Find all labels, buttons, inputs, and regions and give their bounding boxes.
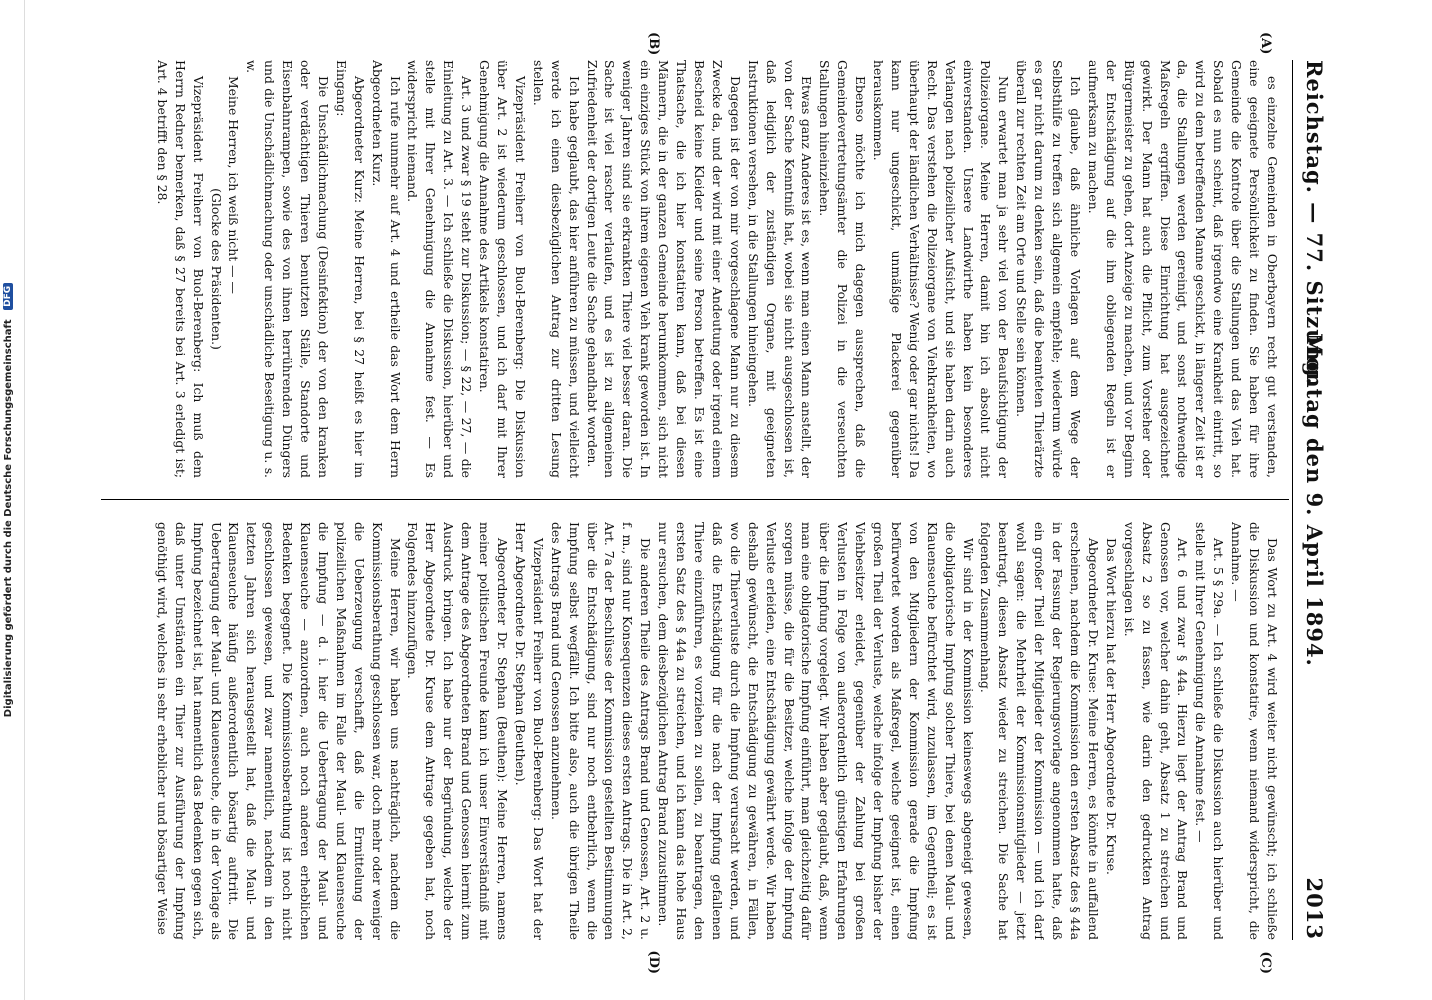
- left-column-paragraph: Abgeordneter Kurz: Meine Herren, bei § 27 heißt es hier im Eingang:: [333, 60, 367, 478]
- left-column-paragraph: Art. 3 und zwar § 19 steht zur Diskussion; — § 22, — 27, — die Einleitung zu Art. 3. — Ich schließe die Diskussion, hierüber und stelle mit Ihrer Genehmigung die Annahme fest. — Es widerspricht niemand.: [405, 60, 475, 478]
- left-column-paragraph: Ich habe geglaubt, das hier anführen zu müssen, und vielleicht werde ich einen diesbezüglichen Antrag zur dritten Lesung stellen.: [530, 60, 582, 478]
- right-column-paragraph: Die anderen Theile des Antrags Brand und Genossen, Art. 2 u. f. m., sind nur Konsequenzen dieses ersten Antrags. Die in Art. 2, Art. 7a der Beschlüsse der Kommission gestellten Bestimmungen über die Entschädigung, sind nur noch entbehrlich, wenn die Impfung selbst wegfällt. Ich bitte also, auch die übrigen Theile des Antrags Brand und Genossen anzunehmen.: [548, 522, 654, 940]
- header-date: Montag den 9. April 1894.: [1302, 333, 1327, 667]
- margin-letter-d: (D): [646, 950, 661, 974]
- left-column-paragraph: Dagegen ist der von mir vorgeschlagene Mann nur zu diesem Zwecke da, und der wird mit einer Andeutung oder irgend einem Bescheid keine Kleider und seine Person betreffen. Es ist eine Thatsache, die ich hier konstatiren kann, daß bei diesen Männern, die in der ganzen Gemeinde herumkommen, sich nicht ein einziges Stück von ihrem eigenen Vieh krank geworden ist. In weniger Jahren sind sie erkrankten Thiere viel besser daran. Die Sache ist viel rascher verlaufen, und es ist zu allgemeinen Zufriedenheit der dortigen Leute die Sache gehandhabt worden.: [584, 60, 743, 478]
- rotated-document-page: [71, 20, 1361, 980]
- right-column-paragraph: Art. 5 § 29a. — Ich schließe die Diskussion auch hierüber und stelle mit Ihrer Genehmigung die Annahme fest. —: [1193, 522, 1227, 940]
- left-text-column: [99, 60, 1281, 478]
- column-divider: [101, 499, 1289, 500]
- margin-letter-c: (C): [1258, 951, 1273, 974]
- digitization-credit: [3, 0, 21, 1000]
- header-rule: [1292, 60, 1293, 940]
- right-column-paragraph: Meine Herren, wir haben uns nachträglich, nachdem die Kommissionsberathung geschlossen war, doch mehr oder weniger die Ueberzeugung verschafft, daß die Ermittelung der polizeilichen Maßnahmen im Falle der Maul- und Klauenseuche die Impfung — d. i. hier die Uebertragung der Maul- und Klauenseuche — anzuordnen, auch noch anderen erheblichen Bedenken begegnet. Die Kommissionsberathung ist noch nicht geschlossen gewesen, und zwar namentlich, nachdem in den letzten Jahren sich herausgestellt hat, daß die Maul- und Klauenseuche häufig außerordentlich bösartig auftritt. Die Uebertragung der Maul- und Klauenseuche, die in der Vorlage als Impfung bezeichnet ist, hat namentlich das Bedenken gegen sich, daß unter Umständen ein Thier zur Ausführung der Impfung genöthigt wird, welches in sehr erheblicher und bösartiger Weise: [154, 522, 403, 940]
- margin-letter-a: (A): [1258, 32, 1273, 55]
- left-column-paragraph: es einzelne Gemeinden in Oberbayern recht gut verstanden, eine geeignete Persönlichkeit zu finden. Sie haben für ihre Gemeinde die Kontrole über die Stallungen und das Vieh hat. Sobald es nun scheint, daß irgendwo eine Krankheit eintritt, so wird zu dem betreffenden Manne geschickt, in längerer Zeit ist er da, die Stallungen werden gereinigt, und sonst nothwendige Maßregeln ergriffen. Diese Einrichtung hat ausgezeichnet gewirkt. Der Mann hat auch die Pflicht, zum Vorsteher oder Bürgermeister zu gehen, dort Anzeige zu machen, und vor Beginn der Entschädigung auf die ihm obliegenden Regeln ist er aufmerksam zu machen.: [1085, 60, 1280, 478]
- digitization-credit-text: Digitalisierung gefördert durch die Deutsche Forschungsgemeinschaft: [3, 319, 14, 718]
- right-column-paragraph: Abgeordneter Dr. Kruse: Meine Herren, es könnte in auffallend erscheinen, nachdem die Kommission den ersten Absatz des § 44a in der Fassung der Regierungsvorlage angenommen hatte, daß ein großer Theil der Mitglieder der Kommission — und ich darf wohl sagen: die Mehrheit der Kommissionsmitglieder — jetzt beantragt, diesen Absatz wieder zu streichen. Die Sache hat folgenden Zusammenhang.: [978, 522, 1101, 940]
- left-column-paragraph: Ebenso möchte ich mich dagegen aussprechen, daß die Gemeindevertretungsämter die Polizei in die verseuchten Stallungen hineinziehen.: [817, 60, 869, 478]
- right-column-paragraph: Art. 6 und zwar § 44a. Hierzu liegt der Antrag Brand und Genossen vor, welcher dahin geht, Absatz 1 zu streichen und Absatz 2 so zu fassen, wie darin den gedruckten Antrag vorgeschlagen ist.: [1121, 522, 1191, 940]
- right-column-paragraph: Das Wort zu Art. 4 wird weiter nicht gewünscht; ich schließe die Diskussion und konstatire, wenn niemand widerspricht, die Annahme. —: [1229, 522, 1280, 940]
- left-column-paragraph: Meine Herren, ich weiß nicht — —: [226, 76, 242, 294]
- left-column-paragraph: (Glocke des Präsidenten.): [208, 188, 224, 350]
- digitization-credit-strip: [0, 0, 25, 1000]
- left-column-paragraph: Ich rufe nunmehr auf Art. 4 und ertheile das Wort dem Herrn Abgeordneten Kurz.: [369, 60, 403, 478]
- page-number: 2013: [1302, 877, 1327, 940]
- right-column-paragraph: Das Wort hierzu hat der Herr Abgeordnete Dr. Kruse.: [1103, 538, 1119, 875]
- left-column-paragraph: Die Unschädlichmachung (Desinfektion) der von den kranken oder verdächtigen Thieren benutzten Ställe, Standorte und Eisenbahnrampen, sowie des von ihnen herrührenden Düngers und die Unschädlichmachung oder unschädliche Beseitigung u. s. w.: [244, 60, 331, 478]
- left-column-paragraph: Vizepräsident Freiherr von Buol-Berenberg: Die Diskussion über Art. 2 ist wiederum geschlossen, und ich darf mit Ihrer Genehmigung die Annahme des Artikels konstatiren.: [477, 60, 528, 478]
- right-column-paragraph: Abgeordneter Dr. Stephan (Beuthen): Meine Herren, namens meiner politischen Freunde kann ich unser Einverständniß mit dem Antrage des Abgeordneten Brand und Genossen hiermit zum Ausdruck bringen. Ich habe nur der Begründung, welche der Herr Abgeordnete Dr. Kruse dem Antrage gegeben hat, noch Folgendes hinzuzufügen.: [405, 522, 511, 940]
- dfg-logo: DFG: [3, 283, 13, 310]
- right-text-column: [99, 522, 1281, 940]
- left-column-paragraph: Etwas ganz Anderes ist es, wenn man einen Mann anstellt, der von der Sache Kenntniß hat, wobei sie nicht ausgeschlossen ist, daß lediglich der zuständigen Organe, mit geeigneten Instruktionen versehen, in die Stallungen hineingehen.: [745, 60, 815, 478]
- margin-letter-b: (B): [646, 32, 661, 56]
- running-header: [1299, 60, 1327, 940]
- right-column-paragraph: Wir sind in der Kommission keineswegs abgeneigt gewesen, die obligatorische Impfung solcher Thiere, bei denen Maul- und Klauenseuche befürchtet wird, zuzulassen, im Gegentheil; es ist von den Mitgliedern der Kommission gerade die Impfung befürwortet worden als Maßregel, welche geeignet ist, einen großen Theil der Verluste, welche infolge der Impfung bisher der Viehbesitzer erleidet, gegenüber der Zahlung bei großen Verlusten in Folge von außerordentlich günstigen Erfahrungen über die Impfung vorgelegt. Wir haben aber geglaubt, daß, wenn man eine obligatorische Impfung einführt, man gleichzeitig dafür sorgen müsse, die für die Besitzer, welche infolge der Impfung Verluste erleiden, eine Entschädigung gewährt werde. Wir haben deshalb gewünscht, die Entschädigung zu gewähren, in Fällen, wo die Thierverluste durch die Impfung verursacht werden, und daß die Entschädigung für die nach der Impfung gefallenen Thiere einzuführen, es vorziehen zu sollen, zu beantragen, den ersten Satz des § 44a zu streichen, und ich kann das hohe Haus nur ersuchen, dem diesbezüglichen Antrag Brand zuzustimmen.: [656, 522, 976, 940]
- header-session: Reichstag. — 77. Sitzung.: [1302, 60, 1327, 386]
- right-column-paragraph: Vizepräsident Freiherr von Buol-Berenberg: Das Wort hat der Herr Abgeordnete Dr. Stephan (Beuthen).: [512, 522, 546, 940]
- left-column-paragraph: Ich glaube, daß ähnliche Vorlagen auf dem Wege der Selbsthilfe zu treffen sich allgemein empfehle; wiederum würde es gar nicht darum zu denken sein, daß die beamteten Thierärzte überall zur rechten Zeit am Orte und Stelle sein können.: [1014, 60, 1084, 478]
- left-column-paragraph: Nun erwartet man ja sehr viel von der Beaufsichtigung der Polizeiorgane. Meine Herren, damit bin ich absolut nicht einverstanden. Unsere Landwirthe haben kein besonderes Verlangen nach polizeilicher Aufsicht, und sie haben darin auch Recht. Das verstehen die Polizeiorgane von Viehkrankheiten, wo überhaupt der ländlichen Verhältnisse? Wenig oder gar nichts! Da kann nur ungeschickt, unmäßige Plackerei gegenüber herauskommen.: [871, 60, 1012, 478]
- left-column-paragraph: Vizepräsident Freiherr von Buol-Berenberg: Ich muß dem Herrn Redner bemerken, daß § 27 bereits bei Art. 3 erledigt ist; Art. 4 betrifft den § 28.: [154, 60, 206, 478]
